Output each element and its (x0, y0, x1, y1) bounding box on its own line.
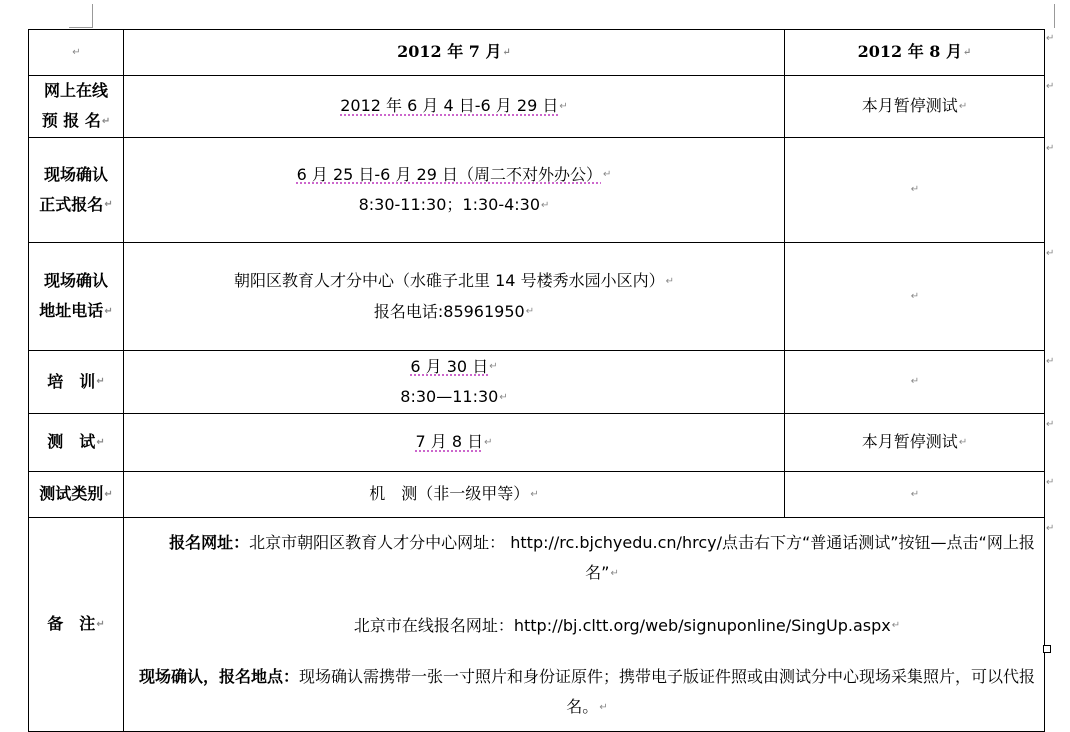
cell-test-type-aug[interactable]: ↵ (785, 472, 1045, 518)
cell-onsite-confirm-aug[interactable]: ↵ (785, 138, 1045, 243)
row-end-mark: ↵ (1046, 419, 1055, 430)
table-row (29, 243, 1045, 351)
row-label-online-prereg[interactable]: 网上在线 预 报 名↵ (29, 76, 124, 138)
cell-training-july[interactable]: 6 月 30 日↵ 8:30—11:30↵ (124, 351, 785, 414)
cell-address-phone-aug[interactable]: ↵ (785, 243, 1045, 351)
cell-training-aug[interactable]: ↵ (785, 351, 1045, 414)
page-corner-mark-left-h (69, 27, 93, 28)
row-label-address-phone[interactable]: 现场确认 地址电话↵ (29, 243, 124, 351)
cell-online-prereg-aug[interactable]: 本月暂停测试↵ (785, 76, 1045, 138)
cell-test-july[interactable]: 7 月 8 日↵ (124, 414, 785, 472)
notes-cell[interactable] (124, 518, 1045, 732)
notes-line-3: 现场确认，报名地点：现场确认需携带一张一寸照片和身份证原件；携带电子版证件照或由测试分中心现场采集照片，可以代报名。↵ (138, 667, 1036, 716)
cell-test-aug[interactable]: 本月暂停测试↵ (785, 414, 1045, 472)
header-august[interactable]: 2012 年 8 月↵ (785, 30, 1045, 76)
row-end-mark: ↵ (1046, 356, 1055, 367)
header-corner-cell[interactable]: ↵ (29, 30, 124, 76)
row-end-mark: ↵ (1046, 477, 1055, 488)
row-label-test[interactable]: 测 试↵ (29, 414, 124, 472)
schedule-table (28, 29, 1045, 732)
table-resize-handle[interactable] (1043, 645, 1051, 653)
row-label-training[interactable]: 培 训↵ (29, 351, 124, 414)
cell-address-phone-july[interactable]: 朝阳区教育人才分中心（水碓子北里 14 号楼秀水园小区内）↵ 报名电话:85961950↵ (124, 243, 785, 351)
row-end-mark: ↵ (1046, 33, 1055, 44)
page-corner-mark-right (1054, 4, 1055, 28)
table-row (29, 351, 1045, 414)
row-end-mark: ↵ (1046, 248, 1055, 259)
table-row (29, 76, 1045, 138)
row-end-mark: ↵ (1046, 81, 1055, 92)
table-row (29, 414, 1045, 472)
cell-test-type-july[interactable]: 机 测（非一级甲等）↵ (124, 472, 785, 518)
row-label-notes[interactable]: 备 注↵ (29, 518, 124, 732)
row-label-onsite-confirm[interactable]: 现场确认 正式报名↵ (29, 138, 124, 243)
table-row (29, 138, 1045, 243)
table-row (29, 472, 1045, 518)
notes-row (29, 518, 1045, 732)
cell-online-prereg-july[interactable]: 2012 年 6 月 4 日-6 月 29 日↵ (124, 76, 785, 138)
cell-onsite-confirm-july[interactable]: 6 月 25 日-6 月 29 日（周二不对外办公）↵ 8:30-11:30；1:30-4:30↵ (124, 138, 785, 243)
row-end-mark: ↵ (1046, 523, 1055, 534)
row-end-mark: ↵ (1046, 143, 1055, 154)
row-label-test-type[interactable]: 测试类别↵ (29, 472, 124, 518)
header-july[interactable]: 2012 年 7 月↵ (124, 30, 785, 76)
notes-line-2: 北京市在线报名网址：http://bj.cltt.org/web/signuponline/SingUp.aspx↵ (353, 615, 901, 635)
notes-line-1: 报名网址：北京市朝阳区教育人才分中心网址： http://rc.bjchyedu.cn/hrcy/点击右下方“普通话测试”按钮—点击“网上报名”↵ (169, 533, 1035, 582)
page-corner-mark-left (92, 4, 93, 28)
header-row (29, 30, 1045, 76)
